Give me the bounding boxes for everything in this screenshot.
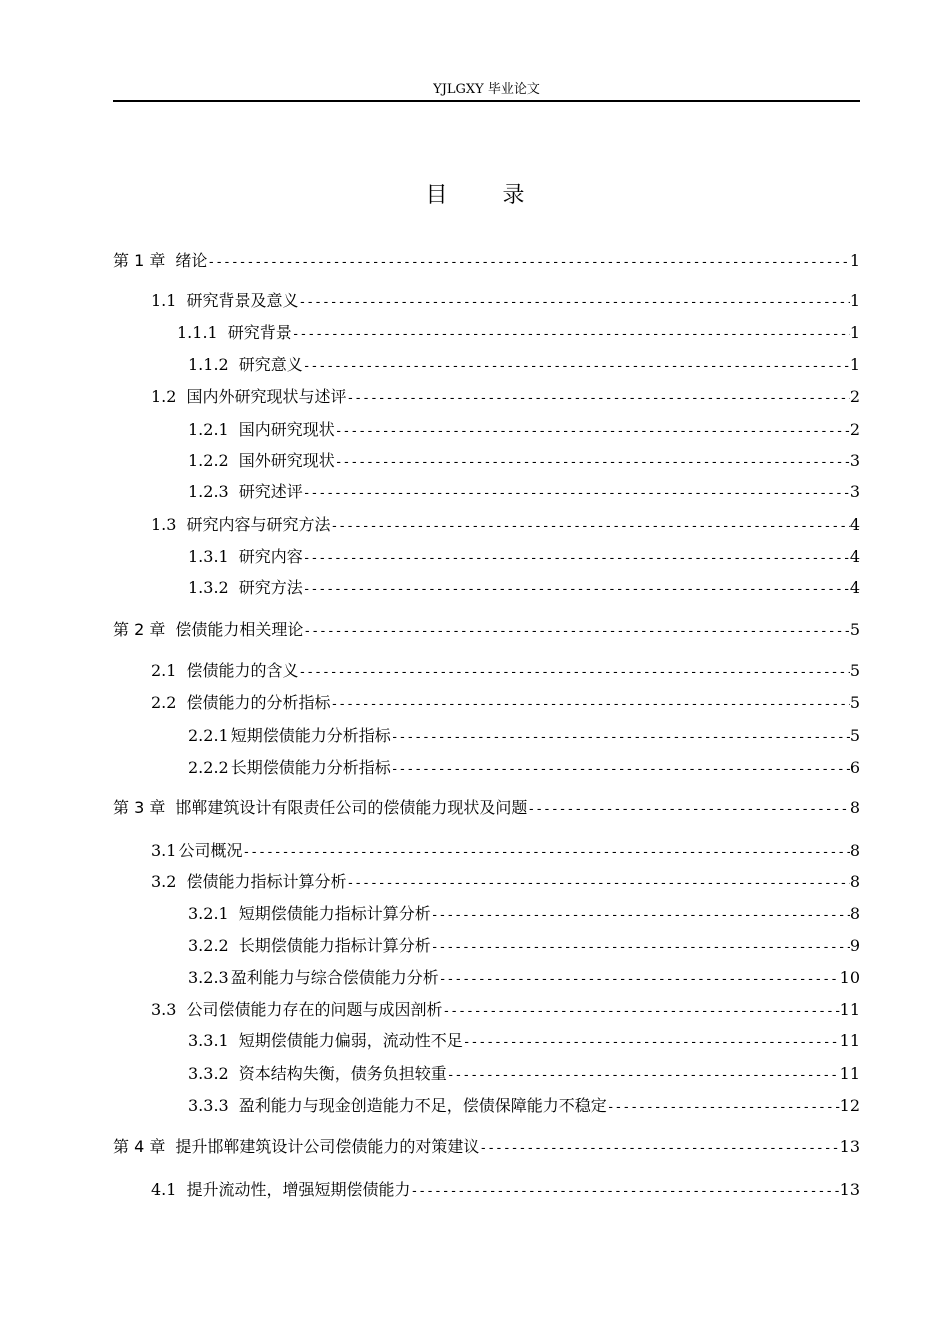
- toc-dot-leader: [346, 387, 849, 409]
- toc-entry-title: 盈利能力与现金创造能力不足，偿债保障能力不稳定: [238, 1096, 607, 1115]
- toc-entry-page: 11: [839, 1064, 860, 1083]
- toc-entry[interactable]: [188, 1064, 860, 1086]
- toc-entry-page: 10: [839, 968, 860, 987]
- toc-dot-leader: [527, 798, 849, 820]
- toc-entry[interactable]: [188, 904, 860, 926]
- toc-entry-title: 长期偿债能力分析指标: [230, 758, 391, 777]
- toc-entry-page: 13: [839, 1180, 860, 1199]
- toc-entry-page: 6: [849, 758, 860, 777]
- toc-entry-number: 1.2.3: [188, 482, 229, 501]
- toc-entry[interactable]: [188, 758, 860, 780]
- toc-entry[interactable]: [151, 661, 860, 683]
- toc-entry-page: 13: [839, 1137, 860, 1156]
- toc-entry-page: 5: [849, 620, 860, 639]
- toc-entry-number: 3.2: [151, 872, 177, 891]
- toc-dot-leader: [298, 661, 849, 683]
- toc-entry-page: 5: [849, 726, 860, 745]
- toc-entry-number: 第 4 章: [113, 1137, 166, 1156]
- toc-entry[interactable]: [188, 1031, 860, 1053]
- toc-entry[interactable]: [113, 251, 860, 273]
- toc-entry-number: 2.2: [151, 693, 177, 712]
- toc-entry-title: 研究意义: [238, 355, 303, 374]
- toc-dot-leader: [303, 482, 850, 504]
- toc-entry-title: 长期偿债能力指标计算分析: [238, 936, 431, 955]
- toc-entry-number: 1.1.2: [188, 355, 229, 374]
- toc-entry-page: 5: [849, 693, 860, 712]
- toc-entry-number: 2.2.2: [188, 758, 229, 777]
- toc-entry-page: 11: [839, 1000, 860, 1019]
- toc-entry-page: 1: [849, 251, 860, 270]
- toc-entry[interactable]: [151, 841, 860, 863]
- toc-entry-page: 1: [849, 355, 860, 374]
- toc-entry-title: 研究方法: [238, 578, 303, 597]
- toc-dot-leader: [431, 936, 850, 958]
- toc-entry-title: 国外研究现状: [238, 451, 335, 470]
- toc-entry[interactable]: [188, 547, 860, 569]
- toc-entry-title: 邯郸建筑设计有限责任公司的偿债能力现状及问题: [175, 798, 528, 817]
- toc-entry-number: 第 3 章: [113, 798, 166, 817]
- toc-entry-page: 1: [849, 323, 860, 342]
- toc-dot-leader: [463, 1031, 840, 1053]
- toc-entry-page: 5: [849, 661, 860, 680]
- toc-entry-number: 3.3: [151, 1000, 177, 1019]
- toc-entry-page: 3: [849, 482, 860, 501]
- toc-entry[interactable]: [188, 355, 860, 377]
- toc-entry[interactable]: [188, 482, 860, 504]
- toc-entry-number: 3.2.1: [188, 904, 229, 923]
- toc-dot-leader: [447, 1064, 840, 1086]
- toc-entry-title: 资本结构失衡，债务负担较重: [238, 1064, 447, 1083]
- toc-entry-title: 盈利能力与综合偿债能力分析: [230, 968, 439, 987]
- toc-entry-title: 公司偿债能力存在的问题与成因剖析: [186, 1000, 443, 1019]
- toc-entry-page: 8: [849, 872, 860, 891]
- toc-entry-title: 短期偿债能力分析指标: [230, 726, 391, 745]
- toc-entry-page: 9: [849, 936, 860, 955]
- toc-entry[interactable]: [188, 451, 860, 473]
- toc-entry-page: 1: [849, 291, 860, 310]
- toc-dot-leader: [346, 872, 849, 894]
- toc-entry-page: 12: [839, 1096, 860, 1115]
- page-header: YJLGXY 毕业论文: [433, 82, 540, 97]
- toc-entry[interactable]: [188, 968, 860, 990]
- toc-entry-title: 绪论: [175, 251, 208, 270]
- toc-entry-number: 3.1: [151, 841, 177, 860]
- toc-entry-page: 8: [849, 798, 860, 817]
- toc-entry-title: 偿债能力指标计算分析: [186, 872, 347, 891]
- toc-entry-title: 偿债能力的含义: [186, 661, 299, 680]
- toc-entry-page: 8: [849, 841, 860, 860]
- toc-entry-number: 1.1.1: [177, 323, 218, 342]
- toc-entry-number: 1.2.2: [188, 451, 229, 470]
- toc-entry[interactable]: [188, 936, 860, 958]
- toc-entry-number: 3.2.2: [188, 936, 229, 955]
- toc-entry-page: 11: [839, 1031, 860, 1050]
- toc-title: 目 录: [425, 183, 549, 208]
- toc-dot-leader: [410, 1180, 839, 1202]
- toc-entry[interactable]: [151, 1180, 860, 1202]
- toc-entry-number: 3.3.1: [188, 1031, 229, 1050]
- toc-dot-leader: [330, 515, 849, 537]
- toc-entry-title: 研究背景及意义: [186, 291, 299, 310]
- toc-entry-title: 国内研究现状: [238, 420, 335, 439]
- toc-entry-number: 2.1: [151, 661, 177, 680]
- toc-dot-leader: [303, 547, 850, 569]
- toc-entry-number: 2.2.1: [188, 726, 229, 745]
- toc-entry-page: 4: [849, 578, 860, 597]
- toc-entry-title: 研究述评: [238, 482, 303, 501]
- toc-entry-title: 短期偿债能力指标计算分析: [238, 904, 431, 923]
- toc-dot-leader: [303, 620, 849, 642]
- toc-entry[interactable]: [151, 1000, 860, 1022]
- toc-dot-leader: [431, 904, 850, 926]
- toc-dot-leader: [303, 578, 850, 600]
- toc-entry-title: 短期偿债能力偏弱，流动性不足: [238, 1031, 463, 1050]
- toc-dot-leader: [292, 323, 850, 345]
- toc-entry[interactable]: [113, 620, 860, 642]
- toc-dot-leader: [335, 451, 850, 473]
- toc-dot-leader: [335, 420, 850, 442]
- toc-entry-number: 3.2.3: [188, 968, 229, 987]
- toc-entry-title: 提升邯郸建筑设计公司偿债能力的对策建议: [175, 1137, 480, 1156]
- toc-entry-title: 提升流动性，增强短期偿债能力: [186, 1180, 411, 1199]
- toc-dot-leader: [298, 291, 849, 313]
- toc-entry[interactable]: [188, 420, 860, 442]
- toc-entry-number: 第 1 章: [113, 251, 166, 270]
- toc-dot-leader: [391, 758, 850, 780]
- toc-entry[interactable]: [177, 323, 860, 345]
- toc-entry-title: 公司概况: [178, 841, 243, 860]
- toc-entry[interactable]: [188, 1096, 860, 1118]
- toc-entry-title: 研究背景: [227, 323, 292, 342]
- toc-entry[interactable]: [113, 798, 860, 820]
- toc-entry-page: 2: [849, 387, 860, 406]
- toc-entry-title: 国内外研究现状与述评: [186, 387, 347, 406]
- toc-entry-page: 4: [849, 515, 860, 534]
- toc-entry[interactable]: [188, 726, 860, 748]
- toc-entry-page: 8: [849, 904, 860, 923]
- toc-entry-number: 1.3.2: [188, 578, 229, 597]
- toc-entry-title: 研究内容: [238, 547, 303, 566]
- toc-dot-leader: [607, 1096, 840, 1118]
- toc-dot-leader: [439, 968, 840, 990]
- toc-entry-number: 1.2.1: [188, 420, 229, 439]
- toc-entry-number: 1.2: [151, 387, 177, 406]
- toc-entry-title: 偿债能力的分析指标: [186, 693, 331, 712]
- toc-entry-number: 第 2 章: [113, 620, 166, 639]
- toc-entry-page: 4: [849, 547, 860, 566]
- toc-entry-number: 3.3.2: [188, 1064, 229, 1083]
- toc-entry[interactable]: [151, 291, 860, 313]
- toc-dot-leader: [242, 841, 849, 863]
- toc-dot-leader: [479, 1137, 839, 1159]
- toc-entry-number: 4.1: [151, 1180, 177, 1199]
- toc-entry-number: 3.3.3: [188, 1096, 229, 1115]
- toc-entry-title: 研究内容与研究方法: [186, 515, 331, 534]
- toc-dot-leader: [207, 251, 849, 273]
- header-rule: [113, 100, 860, 102]
- toc-entry[interactable]: [151, 693, 860, 715]
- toc-entry-page: 2: [849, 420, 860, 439]
- toc-dot-leader: [391, 726, 850, 748]
- toc-entry[interactable]: [151, 515, 860, 537]
- toc-entry[interactable]: [151, 872, 860, 894]
- toc-entry-title: 偿债能力相关理论: [175, 620, 304, 639]
- toc-entry-page: 3: [849, 451, 860, 470]
- toc-entry[interactable]: [113, 1137, 860, 1159]
- toc-entry-number: 1.1: [151, 291, 177, 310]
- toc-entry-number: 1.3.1: [188, 547, 229, 566]
- toc-dot-leader: [330, 693, 849, 715]
- toc-entry[interactable]: [188, 578, 860, 600]
- toc-dot-leader: [303, 355, 850, 377]
- toc-entry[interactable]: [151, 387, 860, 409]
- toc-entry-number: 1.3: [151, 515, 177, 534]
- toc-dot-leader: [442, 1000, 839, 1022]
